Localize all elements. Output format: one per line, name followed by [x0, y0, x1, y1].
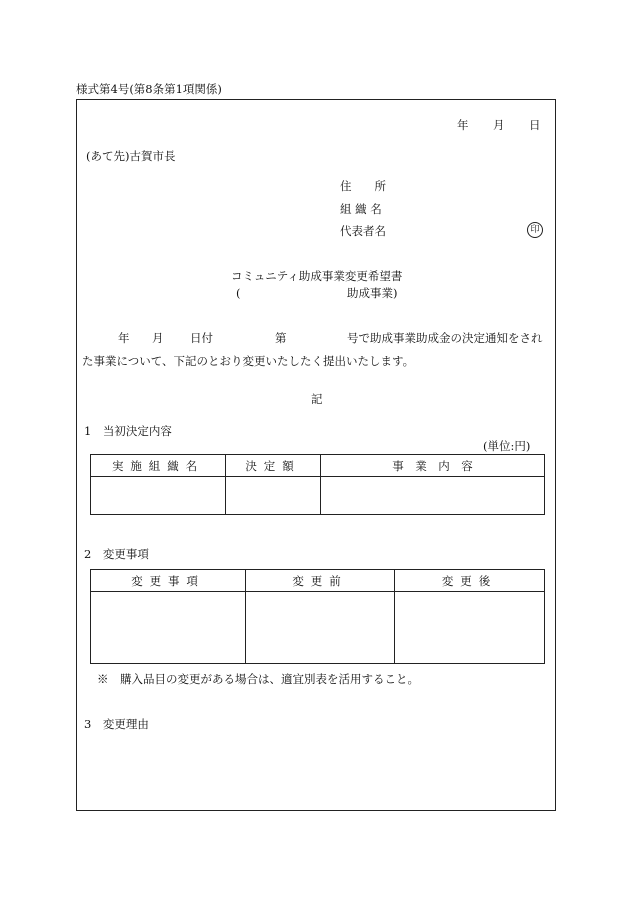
- date-day: 日: [529, 118, 541, 132]
- cell-before-change[interactable]: [246, 592, 395, 664]
- addressee: (あて先)古賀市長: [86, 149, 176, 163]
- seal-icon: 印: [527, 222, 543, 238]
- header-decided-amount: 決定額: [226, 455, 321, 477]
- initial-decision-table: [90, 454, 545, 515]
- subtitle-open: (: [236, 286, 241, 300]
- header-organization: 実施組織名: [91, 455, 226, 477]
- cell-change-item[interactable]: [91, 592, 246, 664]
- header-before-change: 変更前: [246, 570, 395, 592]
- body-month: 月: [152, 331, 164, 345]
- change-items-table: [90, 569, 545, 664]
- ki-heading: 記: [311, 392, 323, 406]
- change-reason-area[interactable]: [90, 740, 544, 804]
- body-line2: た事業について、下記のとおり変更いたしたく提出いたします。: [82, 354, 415, 368]
- body-year: 年: [118, 331, 130, 345]
- document-title: コミュニティ助成事業変更希望書: [231, 269, 403, 283]
- subtitle-close: 助成事業): [347, 286, 398, 300]
- cell-decided-amount[interactable]: [226, 477, 321, 515]
- section2-heading: 2 変更事項: [84, 547, 149, 561]
- cell-organization[interactable]: [91, 477, 226, 515]
- header-change-item: 変更事項: [91, 570, 246, 592]
- header-after-change: 変更後: [395, 570, 545, 592]
- field-representative: 代表者名: [340, 224, 386, 238]
- field-address: 住 所: [340, 179, 386, 193]
- date-month: 月: [493, 118, 505, 132]
- section2-note: ※ 購入品目の変更がある場合は、適宜別表を活用すること。: [97, 672, 419, 686]
- date-year: 年: [457, 118, 469, 132]
- cell-project-content[interactable]: [321, 477, 545, 515]
- cell-after-change[interactable]: [395, 592, 545, 664]
- form-label: 様式第4号(第8条第1項関係): [76, 82, 222, 96]
- header-project-content: 事 業 内 容: [321, 455, 545, 477]
- section3-heading: 3 変更理由: [84, 717, 149, 731]
- body-number-prefix: 第: [275, 331, 287, 345]
- unit-label: (単位:円): [483, 439, 531, 453]
- section1-heading: 1 当初決定内容: [84, 424, 172, 438]
- body-line1-rest: 号で助成事業助成金の決定通知をされ: [347, 331, 543, 345]
- body-day: 日付: [190, 331, 213, 345]
- field-organization: 組 織 名: [340, 202, 382, 216]
